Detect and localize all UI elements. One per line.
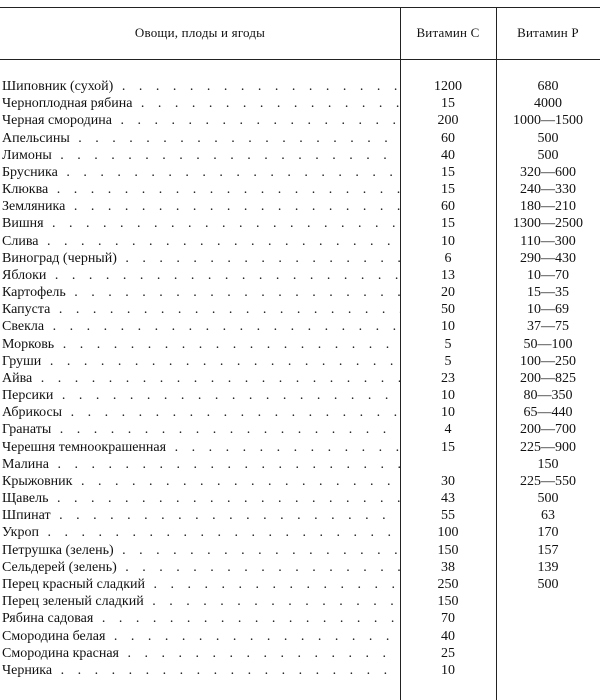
- vitamin-p-value: 139: [537, 559, 559, 575]
- product-name: Перец красный сладкий . . .: [2, 576, 400, 593]
- product-name: Сельдерей (зелень) . . .: [2, 559, 400, 576]
- vitamin-p-value: 200—825: [520, 370, 576, 386]
- vitamin-p-value: 500: [537, 130, 559, 146]
- vitamin-p-value: 320—600: [520, 164, 576, 180]
- vitamin-c-value: 30: [441, 473, 455, 489]
- table-row: [0, 576, 600, 593]
- table-row: [0, 215, 600, 232]
- product-name: Апельсины . . .: [2, 130, 400, 147]
- table-row: [0, 318, 600, 335]
- vitamin-c-value: 55: [441, 508, 455, 524]
- product-name: Клюква . . .: [2, 181, 400, 198]
- vitamin-c-value: 70: [441, 611, 455, 627]
- table-row: [0, 336, 600, 353]
- vitamin-p-value: 63: [541, 508, 555, 524]
- table-row: [0, 370, 600, 387]
- table-row: [0, 181, 600, 198]
- table-row: [0, 198, 600, 215]
- product-name: Укроп . . .: [2, 524, 400, 541]
- vitamin-c-value: 10: [441, 405, 455, 421]
- table-row: [0, 473, 600, 490]
- vitamin-p-value: 110—300: [520, 233, 576, 249]
- vitamin-p-value: 37—75: [527, 319, 569, 335]
- header-bottom-rule: [0, 59, 600, 60]
- product-name: Айва . . .: [2, 370, 400, 387]
- table-row: [0, 662, 600, 679]
- vitamin-p-value: 10—69: [527, 302, 569, 318]
- vitamin-c-value: 43: [441, 491, 455, 507]
- vitamin-p-value: 240—330: [520, 182, 576, 198]
- table-row: [0, 490, 600, 507]
- table-row: [0, 78, 600, 95]
- vitamin-c-value: 6: [444, 250, 452, 266]
- vitamin-p-value: 1000—1500: [513, 113, 583, 129]
- vitamin-p-value: 170: [537, 525, 559, 541]
- table-row: [0, 147, 600, 164]
- vitamin-c-value: 10: [441, 233, 455, 249]
- table-row: [0, 507, 600, 524]
- table-row: [0, 542, 600, 559]
- product-name: Крыжовник . . .: [2, 473, 400, 490]
- vitamin-c-value: 4: [444, 422, 452, 438]
- product-name: Черноплодная рябина . . .: [2, 95, 400, 112]
- product-name: Абрикосы . . .: [2, 404, 400, 421]
- product-name: Малина . . .: [2, 456, 400, 473]
- vitamin-c-value: 1200: [434, 79, 462, 94]
- product-name: Смородина белая . . .: [2, 628, 400, 645]
- table-row: [0, 267, 600, 284]
- table-row: [0, 387, 600, 404]
- vitamin-p-value: 500: [537, 147, 559, 163]
- table-row: [0, 130, 600, 147]
- table-row: [0, 233, 600, 250]
- product-name: Рябина садовая . . .: [2, 610, 400, 627]
- product-name: Персики . . .: [2, 387, 400, 404]
- vitamin-c-value: 50: [441, 302, 455, 318]
- table-row: [0, 456, 600, 473]
- vitamin-c-value: 10: [441, 662, 455, 678]
- product-name: Свекла . . .: [2, 318, 400, 335]
- product-name: Черника . . .: [2, 662, 400, 679]
- vitamin-c-value: 40: [441, 147, 455, 163]
- vitamin-c-value: 100: [437, 525, 459, 541]
- vitamin-p-value: 180—210: [520, 199, 576, 215]
- vitamin-p-value: 225—900: [520, 439, 576, 455]
- vitamin-c-value: 38: [441, 559, 455, 575]
- vitamin-p-value: 200—700: [520, 422, 576, 438]
- table-row: [0, 593, 600, 610]
- table-row: [0, 301, 600, 318]
- vitamin-p-value: 15—35: [527, 285, 569, 301]
- product-name: Петрушка (зелень) . . .: [2, 542, 400, 559]
- vitamin-c-value: 150: [437, 542, 459, 558]
- vitamin-p-value: 150: [537, 456, 559, 472]
- table-body: [0, 78, 600, 679]
- header-vitamin-p: Витамин Р: [517, 25, 579, 40]
- vitamin-c-value: 23: [441, 370, 455, 386]
- vitamin-c-value: 5: [444, 353, 452, 369]
- vitamin-c-value: 15: [441, 439, 455, 455]
- vitamin-c-value: 25: [441, 645, 455, 661]
- product-name: Виноград (черный) . . .: [2, 250, 400, 267]
- vitamin-c-value: 15: [441, 96, 455, 112]
- product-name: Брусника . . .: [2, 164, 400, 181]
- vitamin-c-value: 250: [437, 576, 459, 592]
- product-name: Щавель . . .: [2, 490, 400, 507]
- table-row: [0, 164, 600, 181]
- product-name: Смородина красная . . .: [2, 645, 400, 662]
- table-row: [0, 112, 600, 129]
- product-name: Шиповник (сухой) . . .: [2, 78, 400, 95]
- table-row: [0, 353, 600, 370]
- vitamin-p-value: 157: [537, 542, 559, 558]
- vitamin-p-value: 4000: [534, 96, 562, 112]
- product-name: Слива . . .: [2, 233, 400, 250]
- product-name: Черная смородина . . .: [2, 112, 400, 129]
- vitamin-p-value: 290—430: [520, 250, 576, 266]
- table-row: [0, 610, 600, 627]
- product-name: Груши . . .: [2, 353, 400, 370]
- vitamin-c-value: 10: [441, 319, 455, 335]
- vitamin-p-value: 500: [537, 576, 559, 592]
- header-products: Овощи, плоды и ягоды: [134, 25, 266, 40]
- header-vitamin-c: Витамин С: [416, 25, 480, 40]
- vitamin-p-value: 100—250: [520, 353, 576, 369]
- vitamin-c-value: 60: [441, 130, 455, 146]
- vitamin-c-value: 15: [441, 216, 455, 232]
- table-row: [0, 250, 600, 267]
- vitamin-c-value: 60: [441, 199, 455, 215]
- table-row: [0, 628, 600, 645]
- product-name: Гранаты . . .: [2, 421, 400, 438]
- table-row: [0, 439, 600, 456]
- product-name: Перец зеленый сладкий . . .: [2, 593, 400, 610]
- vitamin-c-value: 20: [441, 285, 455, 301]
- vitamin-c-value: 200: [437, 113, 459, 129]
- vitamin-p-value: 10—70: [527, 267, 569, 283]
- vitamin-p-value: 500: [537, 491, 559, 507]
- vitamin-p-value: 50—100: [523, 336, 573, 352]
- vitamin-p-value: 65—440: [523, 405, 573, 421]
- product-name: Черешня темноокрашенная . . .: [2, 439, 400, 456]
- table-row: [0, 284, 600, 301]
- product-name: Земляника . . .: [2, 198, 400, 215]
- vitamin-p-value: 80—350: [523, 388, 573, 404]
- product-name: Морковь . . .: [2, 336, 400, 353]
- vitamin-p-value: 225—550: [520, 473, 576, 489]
- table-row: [0, 421, 600, 438]
- product-name: Капуста . . .: [2, 301, 400, 318]
- table-row: [0, 559, 600, 576]
- vitamin-c-value: 40: [441, 628, 455, 644]
- product-name: Вишня . . .: [2, 215, 400, 232]
- product-name: Лимоны . . .: [2, 147, 400, 164]
- vitamin-c-value: 13: [441, 267, 455, 283]
- vitamin-c-value: 10: [441, 388, 455, 404]
- vitamin-c-value: 15: [441, 164, 455, 180]
- table-row: [0, 524, 600, 541]
- vitamin-c-value: 5: [444, 336, 452, 352]
- vitamin-c-value: 15: [441, 182, 455, 198]
- vitamin-p-value: 680: [537, 79, 559, 94]
- table-row: [0, 645, 600, 662]
- product-name: Шпинат . . .: [2, 507, 400, 524]
- product-name: Картофель . . .: [2, 284, 400, 301]
- table-row: [0, 95, 600, 112]
- vitamin-c-value: 150: [437, 594, 459, 610]
- vitamin-p-value: 1300—2500: [513, 216, 583, 232]
- table-row: [0, 404, 600, 421]
- product-name: Яблоки . . .: [2, 267, 400, 284]
